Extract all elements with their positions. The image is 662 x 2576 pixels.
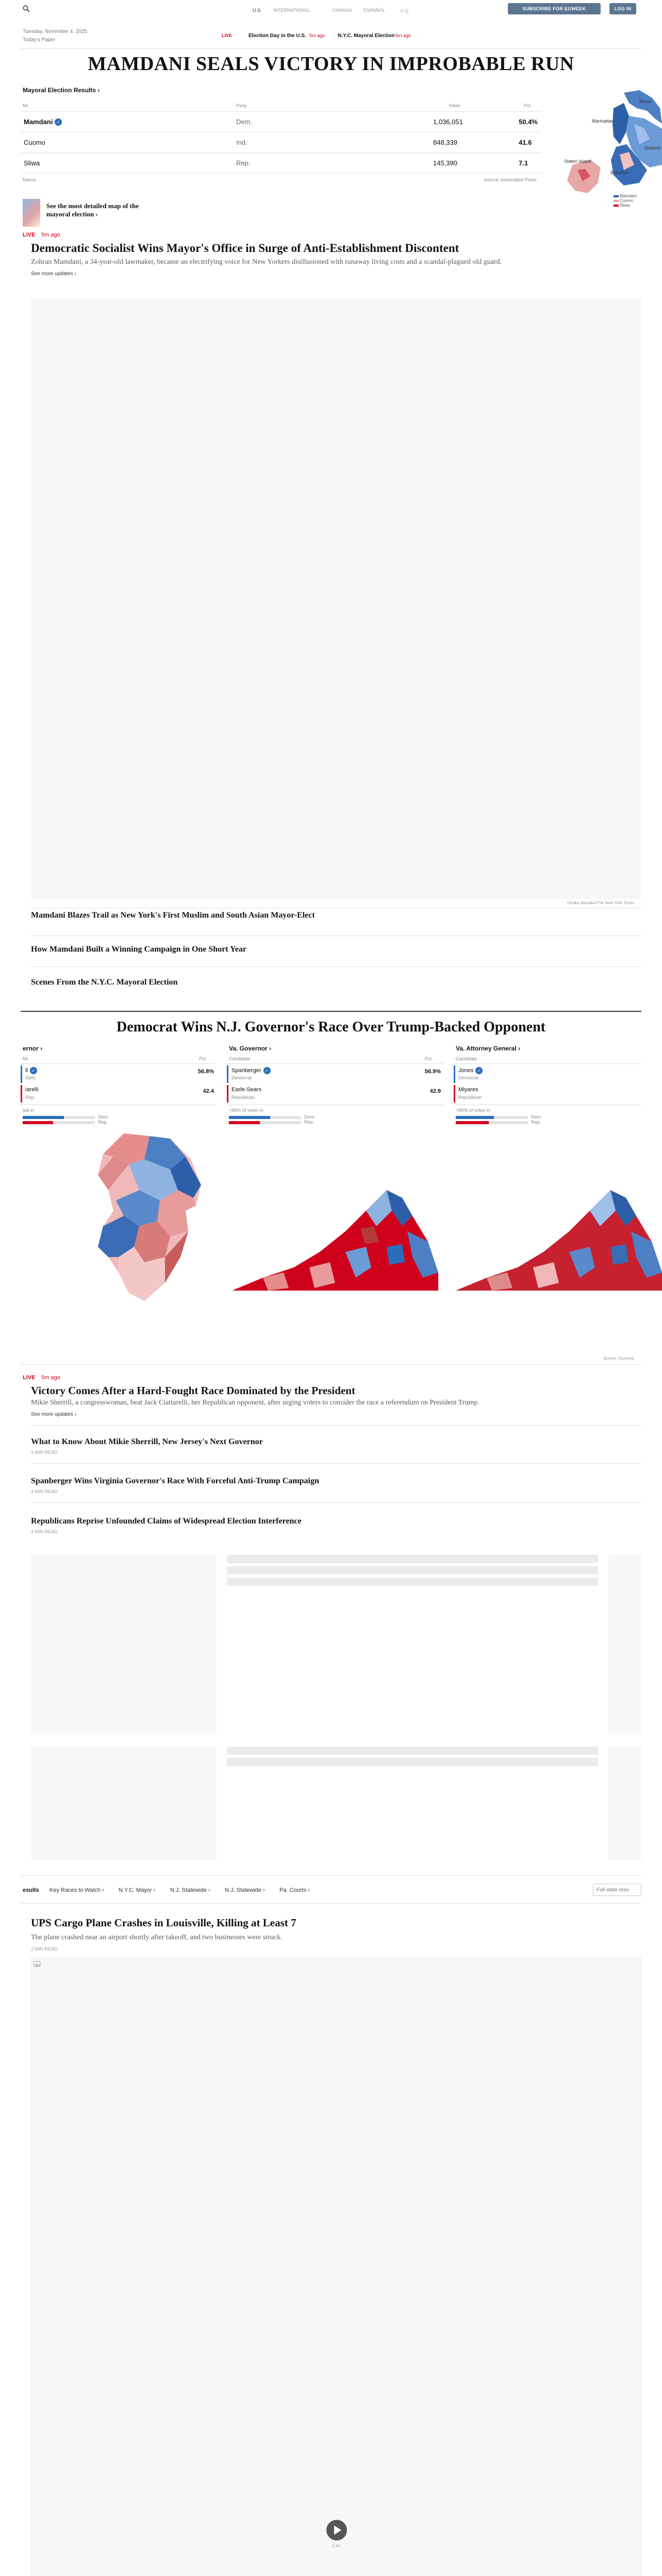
nyc-banner-headline[interactable]: MAMDANI SEALS VICTORY IN IMPROBABLE RUN <box>88 53 574 75</box>
candidate-name: iarelli <box>25 1087 39 1093</box>
loading-line <box>227 1758 598 1766</box>
ticker-item-election-day[interactable]: Election Day in the U.S. <box>249 33 306 39</box>
vote-bar-dem <box>229 1116 301 1119</box>
candidate-pct: 41.6 <box>519 139 532 146</box>
vote-bar-fill <box>229 1121 260 1124</box>
reporting-text: Mamd... <box>23 177 40 182</box>
results-strip <box>0 1875 662 1899</box>
legend-dem: Dem. <box>98 1114 109 1120</box>
story-headline[interactable]: UPS Cargo Plane Crashes in Louisville, Killing at Least 7 <box>31 1917 296 1929</box>
vote-bar-dem <box>23 1116 95 1119</box>
subscribe-button[interactable]: SUBSCRIBE FOR $1/WEEK <box>508 3 601 14</box>
loading-line <box>227 1747 598 1755</box>
divider <box>21 1903 641 1904</box>
vote-bar-fill <box>23 1121 53 1124</box>
photo-credit: Hiroko Masuike/The New York Times <box>567 901 635 905</box>
detailed-map-link[interactable]: See the most detailed map of the mayoral election › <box>46 202 139 218</box>
date-line: Tuesday, November 4, 2025 <box>23 29 88 35</box>
detailed-map-thumb[interactable] <box>23 199 40 227</box>
nj-county-map[interactable] <box>67 1128 222 1303</box>
candidate-row <box>227 1085 443 1103</box>
candidate-name: Jones ✓ <box>458 1067 483 1074</box>
login-button[interactable]: LOG IN <box>609 3 636 14</box>
col-header-candidate: Mr. <box>23 103 29 108</box>
candidate-votes: 1,036,051 <box>433 118 463 126</box>
candidate-row <box>227 1065 443 1083</box>
legend-rep: Rep. <box>304 1120 315 1125</box>
divider <box>31 1463 641 1464</box>
race-card-va-governor[interactable] <box>227 1043 443 1146</box>
table-row <box>21 152 541 173</box>
nav-link-canada[interactable]: CANADA <box>333 8 352 13</box>
nav-link-espanol[interactable]: ESPAÑOL <box>363 8 385 13</box>
candidate-pct: 7.1 <box>519 159 528 167</box>
legend-label: Sliwa <box>620 203 630 208</box>
nav-link-chinese[interactable]: 中文 <box>400 9 409 14</box>
video-thumbnail-icon <box>34 1960 41 1968</box>
divider <box>31 1502 641 1503</box>
winner-check-icon: ✓ <box>30 1067 37 1074</box>
col-header-votes: Votes <box>449 103 460 108</box>
candidate-party: Rep. <box>236 159 251 167</box>
related-headline[interactable]: Mamdani Blazes Trail as New York's First Muslim and South Asian Mayor-Elect <box>31 911 315 920</box>
vote-bar-rep <box>229 1121 301 1124</box>
loading-line <box>227 1555 598 1563</box>
legend-rep: Rep. <box>98 1120 108 1125</box>
candidate-votes: 145,390 <box>433 159 457 167</box>
loading-card <box>227 1747 598 1860</box>
strip-link-key-races[interactable]: Key Races to Watch › <box>49 1887 104 1893</box>
header-divider <box>21 48 641 49</box>
candidate-row <box>454 1085 641 1103</box>
winner-check-icon: ✓ <box>475 1067 483 1074</box>
divider <box>454 1063 641 1064</box>
vote-bar-rep <box>456 1121 528 1124</box>
legend-dem: Dem. <box>304 1114 316 1120</box>
video-duration: 0:40 <box>332 2544 340 2548</box>
legend-swatch <box>614 200 619 202</box>
loading-card <box>608 1747 641 1860</box>
col-header-party: Party <box>236 103 247 108</box>
story-meta: 2 MIN READ <box>31 1450 58 1455</box>
ticker-live-badge: LIVE <box>222 33 233 38</box>
candidate-name: ll ✓ <box>25 1067 37 1074</box>
legend-label: Mamdani <box>620 194 637 198</box>
todays-paper-link[interactable]: Today's Paper <box>23 37 56 43</box>
top-header <box>0 0 662 21</box>
strip-link-nj-statewide[interactable]: N.J. Statewide › <box>170 1887 210 1893</box>
live-ago: 5m ago <box>41 1375 60 1381</box>
table-row <box>21 111 541 132</box>
candidate-party: Dem. <box>236 118 253 126</box>
va-attorney-general-map[interactable] <box>456 1180 662 1293</box>
candidate-party: Republican <box>231 1095 255 1100</box>
play-icon <box>334 2526 341 2535</box>
play-button[interactable] <box>326 2520 347 2540</box>
search-icon[interactable] <box>23 5 30 12</box>
divider <box>31 1425 641 1426</box>
lead-headline[interactable]: Victory Comes After a Hard-Fought Race Dominated by the President <box>31 1384 355 1397</box>
nyc-borough-map[interactable] <box>562 88 662 206</box>
col-header-pct: Pct. <box>425 1056 433 1061</box>
divider <box>21 1364 641 1365</box>
winner-check-icon: ✓ <box>55 118 62 126</box>
legend-swatch <box>614 205 619 207</box>
source-text: Source: Associated Press <box>484 177 537 182</box>
live-ticker <box>222 33 479 41</box>
race-card-va-attorney-general[interactable] <box>454 1043 641 1146</box>
candidate-name: Mamdani ✓ <box>24 118 62 126</box>
col-header-candidate: Candidate <box>229 1056 251 1061</box>
candidate-party: Republican <box>458 1095 482 1100</box>
candidate-party: Dem. <box>25 1075 37 1080</box>
winner-check-icon: ✓ <box>263 1067 271 1074</box>
reporting-text: ted in <box>23 1108 35 1113</box>
candidate-row <box>21 1085 217 1103</box>
loading-card <box>227 1555 598 1735</box>
loading-card <box>31 1747 217 1860</box>
related-headline[interactable]: Scenes From the N.Y.C. Mayoral Election <box>31 978 178 987</box>
map-label-bronx: Bronx <box>639 99 652 104</box>
legend-rep: Rep. <box>531 1120 541 1125</box>
ticker-ago: 5m ago <box>309 33 325 38</box>
nj-banner-headline[interactable]: Democrat Wins N.J. Governor's Race Over Trump-Backed Opponent <box>117 1019 545 1035</box>
map-legend <box>614 194 662 208</box>
vote-bar-fill <box>229 1116 270 1119</box>
col-header-pct: Pct. <box>199 1056 207 1061</box>
loading-line <box>227 1566 598 1574</box>
live-badge: LIVE <box>23 232 36 238</box>
lead-photo[interactable] <box>31 299 641 899</box>
legend-label: Cuomo <box>620 198 634 203</box>
story-headline[interactable]: What to Know About Mikie Sherrill, New Jersey's Next Governor <box>31 1437 263 1446</box>
story-meta: 4 MIN READ <box>31 1489 58 1494</box>
nav-link-international[interactable]: INTERNATIONAL <box>273 8 310 13</box>
loading-line <box>227 1578 598 1586</box>
state-results-search-input[interactable] <box>593 1884 641 1896</box>
reporting-text: >95% of votes in <box>456 1108 490 1113</box>
candidate-party: Democrat <box>458 1075 479 1080</box>
story-summary: The plane crashed near an airport shortly after takeoff, and two businesses were struck. <box>31 1934 283 1941</box>
col-header-candidate: Candidate <box>456 1056 477 1061</box>
story-meta: 4 MIN READ <box>31 1529 58 1534</box>
lead-headline[interactable]: Democratic Socialist Wins Mayor's Office in Surge of Anti-Establishment Discontent <box>31 242 459 255</box>
strip-link-pa-courts[interactable]: Pa. Courts › <box>279 1887 310 1893</box>
candidate-party: Ind. <box>236 139 247 146</box>
loading-card <box>31 1555 217 1735</box>
candidate-name: Sliwa <box>24 159 40 167</box>
candidate-pct: 42.4 <box>203 1088 214 1094</box>
story-headline[interactable]: Republicans Reprise Unfounded Claims of Widespread Election Interference <box>31 1517 302 1526</box>
candidate-row <box>454 1065 641 1083</box>
race-title[interactable]: ernor › <box>23 1045 43 1052</box>
story-meta: 2 MIN READ <box>31 1946 58 1952</box>
section-divider <box>21 1011 641 1012</box>
strip-label: esults <box>23 1887 39 1893</box>
lead-summary: Zohran Mamdani, a 34-year-old lawmaker, became an electrifying voice for New Yorkers disillusioned with runaway living costs and a scandal-plagued old guard. <box>31 258 502 266</box>
see-more-updates-link[interactable]: See more updates › <box>31 1412 76 1417</box>
candidate-votes: 848,339 <box>433 139 457 146</box>
divider <box>21 1063 217 1064</box>
vote-bar-fill <box>456 1116 494 1119</box>
mayoral-results-link[interactable]: Mayoral Election Results › <box>23 87 100 94</box>
vote-bar-fill <box>456 1121 489 1124</box>
divider <box>227 1063 443 1064</box>
reporting-text: >95% of votes in <box>229 1108 263 1113</box>
map-source: Source: Associat <box>603 1356 634 1361</box>
candidate-pct: 56.9% <box>424 1069 441 1075</box>
see-more-updates-link[interactable]: See more updates › <box>31 271 76 277</box>
legend-swatch <box>614 195 619 197</box>
table-row <box>21 132 541 152</box>
vote-bar-rep <box>23 1121 95 1124</box>
candidate-party: Democrat <box>231 1075 252 1080</box>
story-headline[interactable]: Spanberger Wins Virginia Governor's Race With Forceful Anti-Trump Campaign <box>31 1477 319 1485</box>
vote-bar-dem <box>456 1116 528 1119</box>
race-title[interactable]: Va. Attorney General › <box>456 1045 520 1052</box>
map-label-brooklyn: Brooklyn <box>610 170 629 175</box>
live-ago: 5m ago <box>41 232 60 238</box>
race-title[interactable]: Va. Governor › <box>229 1045 272 1052</box>
candidate-pct: 50.4% <box>519 118 538 126</box>
ticker-ago: 5m ago <box>395 33 411 38</box>
lead-summary: Mikie Sherrill, a congresswoman, beat Jack Ciattarelli, her Republican opponent, after urging voters to consider the race a referendum on President Trump. <box>31 1399 479 1406</box>
map-label-manhattan: Manhattan <box>592 118 614 124</box>
nav-link-us[interactable]: U.S. <box>253 8 262 13</box>
va-governor-map[interactable] <box>232 1180 438 1293</box>
ticker-item-nyc-mayor[interactable]: N.Y.C. Mayoral Election <box>338 33 395 39</box>
loading-card <box>608 1555 641 1735</box>
strip-link-nyc-mayor[interactable]: N.Y.C. Mayor › <box>119 1887 156 1893</box>
legend-dem: Dem. <box>531 1114 542 1120</box>
live-badge: LIVE <box>23 1375 36 1381</box>
col-header-pct: Pct. <box>524 103 532 108</box>
candidate-name: Spanberger ✓ <box>231 1067 271 1074</box>
candidate-party: Rep. <box>25 1095 36 1100</box>
candidate-pct: 42.9 <box>429 1088 441 1094</box>
vote-bar-fill <box>23 1116 64 1119</box>
map-label-staten-island: Staten Island <box>564 159 591 164</box>
strip-link-nj-statewide-2[interactable]: N.J. Statewide › <box>225 1887 265 1893</box>
related-headline[interactable]: How Mamdani Built a Winning Campaign in One Short Year <box>31 945 246 954</box>
col-header-candidate: Mr. <box>23 1056 29 1061</box>
candidate-pct: 56.8% <box>197 1069 214 1075</box>
candidate-name: Miyares <box>458 1087 478 1093</box>
candidate-name: Earle-Sears <box>231 1087 262 1093</box>
candidate-name: Cuomo <box>24 139 45 146</box>
candidate-row <box>21 1065 217 1083</box>
map-label-queens: Queens <box>644 145 661 150</box>
video-player[interactable] <box>31 1958 641 2576</box>
